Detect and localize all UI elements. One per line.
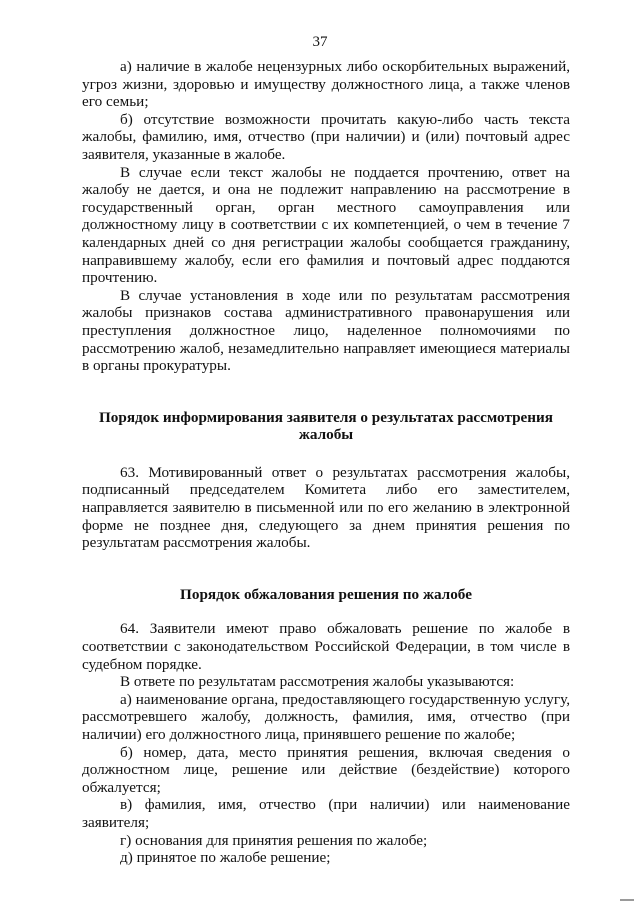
paragraph-unreadable-text: В случае если текст жалобы не поддается прочтению, ответ на жалобу не дается, и она не подлежит направлению на рассмотрение в государственный орган, орган местного самоуправления или должностному лицу в соответствии с их компетенцией, о чем в течение 7 календарных дней со дня регистрации жалобы сообщается гражданину, направившему жалобу, если его фамилия и почтовый адрес поддаются прочтению. bbox=[82, 163, 570, 287]
section-gap bbox=[82, 552, 570, 586]
section-gap bbox=[82, 375, 570, 409]
paragraph-63: 63. Мотивированный ответ о результатах рассмотрения жалобы, подписанный председателем Комитета либо его заместителем, направляется заявителю в письменной или по его желанию в электронной форме не позднее дня, следующего за днем принятия решения по результатам рассмотрения жалобы. bbox=[82, 463, 570, 552]
document-body bbox=[82, 58, 570, 867]
paragraph-item-d: д) принятое по жалобе решение; bbox=[120, 849, 331, 867]
paragraph-a-obscene: а) наличие в жалобе нецензурных либо оскорбительных выражений, угроз жизни, здоровью и имуществу должностного лица, а также членов его семьи; bbox=[82, 58, 570, 111]
paragraph-b-unreadable: б) отсутствие возможности прочитать какую-либо часть текста жалобы, фамилию, имя, отчество (при наличии) и (или) почтовый адрес заявителя, указанные в жалобе. bbox=[82, 110, 570, 163]
paragraph-item-a: а) наименование органа, предоставляющего государственную услугу, рассмотревшего жалобу, должность, фамилия, имя, отчество (при наличии) его должностного лица, принявшего решение по жалобе; bbox=[82, 690, 570, 743]
section-heading-informing: Порядок информирования заявителя о результатах рассмотрения жалобы bbox=[98, 408, 554, 444]
section-gap bbox=[82, 603, 570, 620]
section-heading-appeal: Порядок обжалования решения по жалобе bbox=[180, 585, 472, 603]
paragraph-item-b: б) номер, дата, место принятия решения, включая сведения о должностном лице, решение или действие (бездействие) которого обжалуется; bbox=[82, 743, 570, 796]
page-number: 37 bbox=[312, 34, 328, 50]
paragraph-item-v: в) фамилия, имя, отчество (при наличии) или наименование заявителя; bbox=[82, 796, 570, 831]
scan-artifact bbox=[620, 899, 634, 901]
paragraph-response-contents: В ответе по результатам рассмотрения жалобы указываются: bbox=[120, 673, 515, 691]
section-gap bbox=[82, 444, 570, 464]
paragraph-64: 64. Заявители имеют право обжаловать решение по жалобе в соответствии с законодательством Российской Федерации, в том числе в судебном порядке. bbox=[82, 620, 570, 673]
paragraph-item-g: г) основания для принятия решения по жалобе; bbox=[120, 831, 428, 849]
paragraph-prosecutor: В случае установления в ходе или по результатам рассмотрения жалобы признаков состава административного правонарушения или преступления должностное лицо, наделенное полномочиями по рассмотрению жалоб, незамедлительно направляет имеющиеся материалы в органы прокуратуры. bbox=[82, 286, 570, 375]
